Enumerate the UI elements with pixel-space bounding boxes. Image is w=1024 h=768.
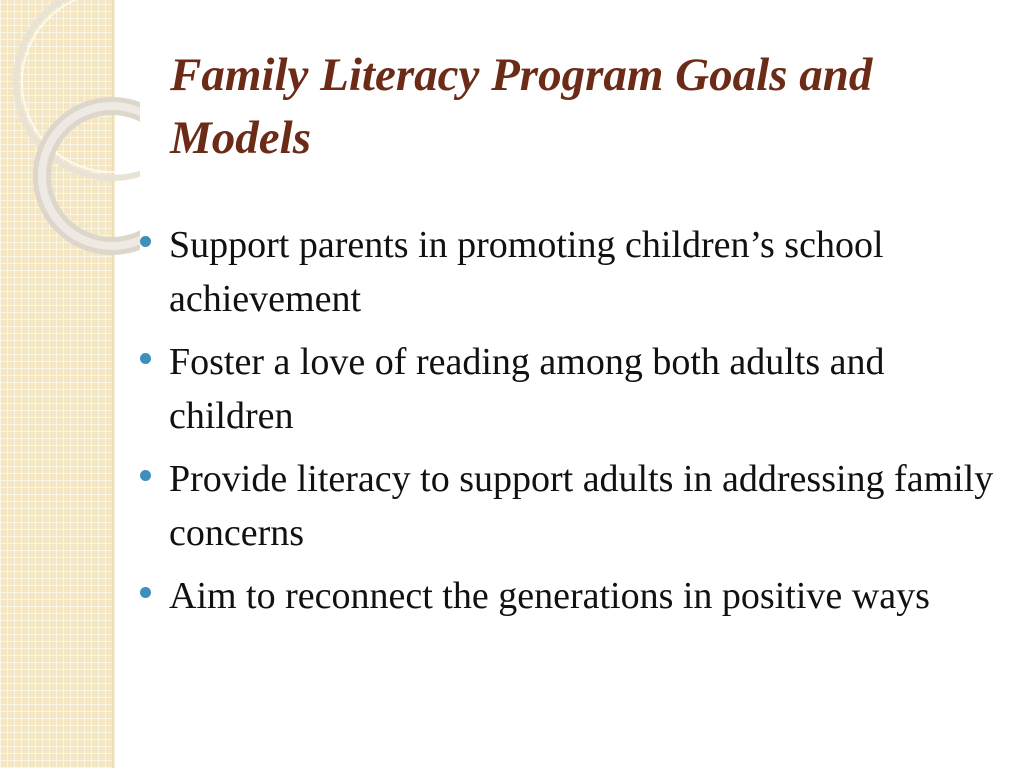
- bullet-text: Support parents in promoting children’s school achievement: [169, 224, 884, 320]
- bullet-dot-icon: [140, 353, 151, 364]
- decorative-ring-large: [16, 0, 140, 178]
- bullet-item: [140, 569, 1000, 623]
- bullet-item: [140, 335, 1000, 443]
- bullet-dot-icon: [140, 587, 151, 598]
- bullet-text: Provide literacy to support adults in addressing family concerns: [169, 458, 994, 554]
- slide-title: Family Literacy Program Goals and Models: [170, 49, 873, 164]
- bullet-text: Foster a love of reading among both adults and children: [169, 341, 885, 437]
- bullet-item: [140, 218, 1000, 326]
- bullet-list: [140, 218, 1000, 632]
- bullet-dot-icon: [140, 236, 151, 247]
- bullet-item: [140, 452, 1000, 560]
- decorative-rings: [0, 0, 140, 260]
- bullet-text: Aim to reconnect the generations in positive ways: [169, 575, 930, 617]
- bullet-dot-icon: [140, 470, 151, 481]
